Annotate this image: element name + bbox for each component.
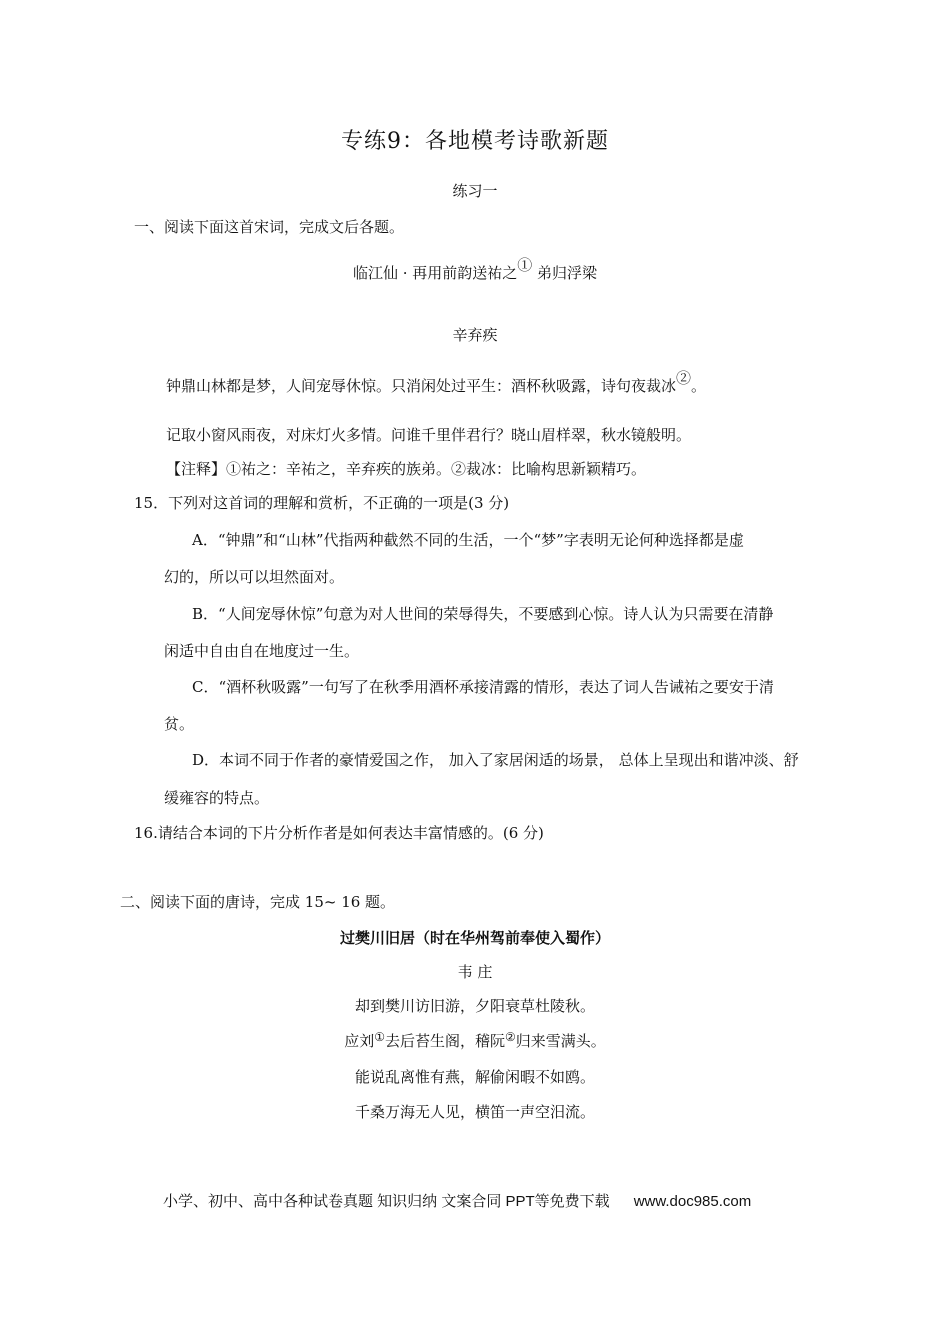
poem2-line	[0, 1030, 950, 1051]
section1-heading: 一、阅读下面这首宋词，完成文后各题。	[134, 218, 405, 236]
poem1-author: 辛弃疾	[452, 326, 498, 344]
poem1-title	[0, 256, 950, 283]
poem2-line: 千桑万海无人见，横笛一声空汨流。	[354, 1103, 595, 1121]
footnote-mark: ①	[374, 1030, 385, 1044]
poem2-line-part: 归来雪满头。	[515, 1032, 606, 1050]
poem2-author: 韦 庄	[457, 963, 493, 981]
poem2-line: 能说乱离惟有燕，解偷闲暇不如鸥。	[354, 1068, 595, 1086]
footer-text: 小学、初中、高中各种试卷真题 知识归纳 文案合同 PPT等免费下载	[163, 1193, 610, 1210]
option-a-cont: 幻的，所以可以坦然面对。	[164, 568, 345, 586]
poem1-title-rest: 弟归浮梁	[532, 264, 598, 282]
section2-heading: 二、阅读下面的唐诗，完成 15~ 16 题。	[120, 893, 396, 911]
option-a: A．“钟鼎”和“山林”代指两种截然不同的生活，一个“梦”字表明无论何种选择都是虚	[192, 531, 744, 549]
option-d-cont: 缓雍容的特点。	[164, 789, 270, 807]
poem1-line-text: 钟鼎山林都是梦，人间宠辱休惊。只消闲处过平生：酒杯秋吸露，诗句夜裁冰	[166, 377, 677, 395]
footnote-mark: ②	[676, 369, 692, 387]
poem2-line-part: 去后苔生阁，稽阮	[384, 1032, 505, 1050]
annotation: 【注释】①祐之：辛祐之，辛弃疾的族弟。②裁冰：比喻构思新颖精巧。	[166, 460, 647, 478]
option-b: B．“人间宠辱休惊”句意为对人世间的荣辱得失，不要感到心惊。诗人认为只需要在清静	[192, 605, 774, 623]
footer	[163, 1190, 751, 1211]
footnote-mark: ①	[517, 256, 533, 274]
footnote-mark: ②	[505, 1030, 516, 1044]
page-title: 专练9：各地模考诗歌新题	[341, 129, 609, 154]
option-c: C．“酒杯秋吸露”一句写了在秋季用酒杯承接清露的情形，表达了词人告诫祐之要安于清	[192, 678, 774, 696]
poem1-line-end: 。	[691, 377, 707, 395]
poem1-title-main: 临江仙 · 再用前韵送祐之	[352, 264, 518, 282]
question-16: 16.请结合本词的下片分析作者是如何表达丰富情感的。(6 分)	[134, 824, 544, 842]
poem1-line	[166, 369, 707, 396]
poem1-line: 记取小窗风雨夜，对床灯火多情。问谁千里伴君行？晓山眉样翠，秋水镜般明。	[166, 426, 692, 444]
poem2-line: 却到樊川访旧游，夕阳衰草杜陵秋。	[354, 997, 595, 1015]
option-c-cont: 贫。	[164, 715, 195, 733]
footer-site-link[interactable]: www.doc985.com	[633, 1193, 752, 1210]
option-b-cont: 闲适中自由自在地度过一生。	[164, 642, 360, 660]
poem2-line-part: 应刘	[344, 1032, 375, 1050]
question-15: 15．下列对这首词的理解和赏析，不正确的一项是(3 分)	[134, 494, 510, 512]
option-d: D．本词不同于作者的豪情爱国之作， 加入了家居闲适的场景， 总体上呈现出和谐冲淡、舒	[192, 751, 799, 769]
exercise-label: 练习一	[452, 182, 498, 200]
poem2-title: 过樊川旧居（时在华州驾前奉使入蜀作）	[339, 929, 610, 947]
